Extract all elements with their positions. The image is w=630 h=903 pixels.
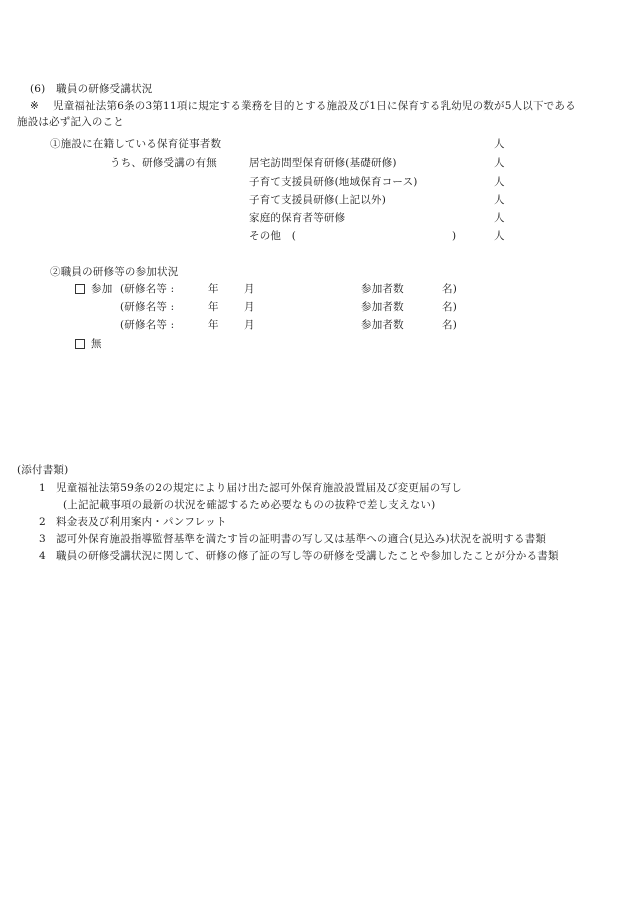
training-item-unit: 人 (494, 212, 505, 224)
participation-no-label: 無 (91, 338, 102, 350)
attachment-text: 職員の研修受講状況に関して、研修の修了証の写し等の研修を受講したことや参加したことが分かる書類 (56, 550, 559, 562)
training-item-unit: 人 (494, 157, 505, 169)
participants-unit: 名) (442, 319, 457, 331)
note-text-line1: 児童福祉法第6条の3第11項に規定する業務を目的とする施設及び1日に保育する乳幼児の数が5人以下である (53, 100, 576, 112)
attachments-heading: (添付書類) (17, 464, 69, 476)
participation-yes-checkbox[interactable] (75, 284, 85, 294)
participants-label: 参加者数 (361, 301, 404, 313)
attachment-text: 認可外保育施設指導監督基準を満たす旨の証明書の写し又は基準への適合(見込み)状況を説明する書類 (56, 533, 547, 545)
participants-unit: 名) (442, 283, 457, 295)
attachment-num: 4 (39, 550, 46, 562)
attachment-num: 1 (39, 482, 46, 494)
training-name-label: (研修名等 : (120, 319, 175, 331)
attachment-text: (上記記載事項の最新の状況を確認するため必要なものの抜粋で差し支えない) (63, 499, 436, 511)
month-label: 月 (244, 319, 255, 331)
note-text-line2: 施設は必ず記入のこと (17, 116, 124, 128)
training-other-close: ) (452, 230, 457, 242)
attachment-num: 3 (39, 533, 46, 545)
training-item-unit: 人 (494, 194, 505, 206)
training-item-label: その他 ( (249, 230, 297, 242)
attachment-num: 2 (39, 516, 46, 528)
training-item-label: 子育て支援員研修(地域保育コース) (249, 176, 418, 188)
month-label: 月 (244, 283, 255, 295)
participation-no-checkbox[interactable] (75, 339, 85, 349)
participation-label: ②職員の研修等の参加状況 (50, 266, 179, 278)
attachment-text: 料金表及び利用案内・パンフレット (56, 516, 227, 528)
year-label: 年 (208, 283, 219, 295)
year-label: 年 (208, 301, 219, 313)
participants-unit: 名) (442, 301, 457, 313)
training-item-label: 居宅訪問型保育研修(基礎研修) (249, 157, 397, 169)
participants-label: 参加者数 (361, 319, 404, 331)
staff-count-unit: 人 (494, 138, 505, 150)
training-item-unit: 人 (494, 176, 505, 188)
training-item-label: 家庭的保育者等研修 (249, 212, 346, 224)
month-label: 月 (244, 301, 255, 313)
participation-yes-label: 参加 (91, 283, 113, 295)
training-item-label: 子育て支援員研修(上記以外) (249, 194, 386, 206)
year-label: 年 (208, 319, 219, 331)
note-mark: ※ (30, 100, 39, 112)
staff-count-label: ①施設に在籍している保育従事者数 (50, 138, 222, 150)
training-name-label: (研修名等 : (120, 301, 175, 313)
section-heading: (6) 職員の研修受講状況 (30, 83, 153, 95)
training-item-unit: 人 (494, 230, 505, 242)
attachment-text: 児童福祉法第59条の2の規定により届け出た認可外保育施設設置届及び変更届の写し (56, 482, 462, 494)
training-name-label: (研修名等 : (120, 283, 175, 295)
training-sub-label: うち、研修受講の有無 (110, 157, 217, 169)
participants-label: 参加者数 (361, 283, 404, 295)
